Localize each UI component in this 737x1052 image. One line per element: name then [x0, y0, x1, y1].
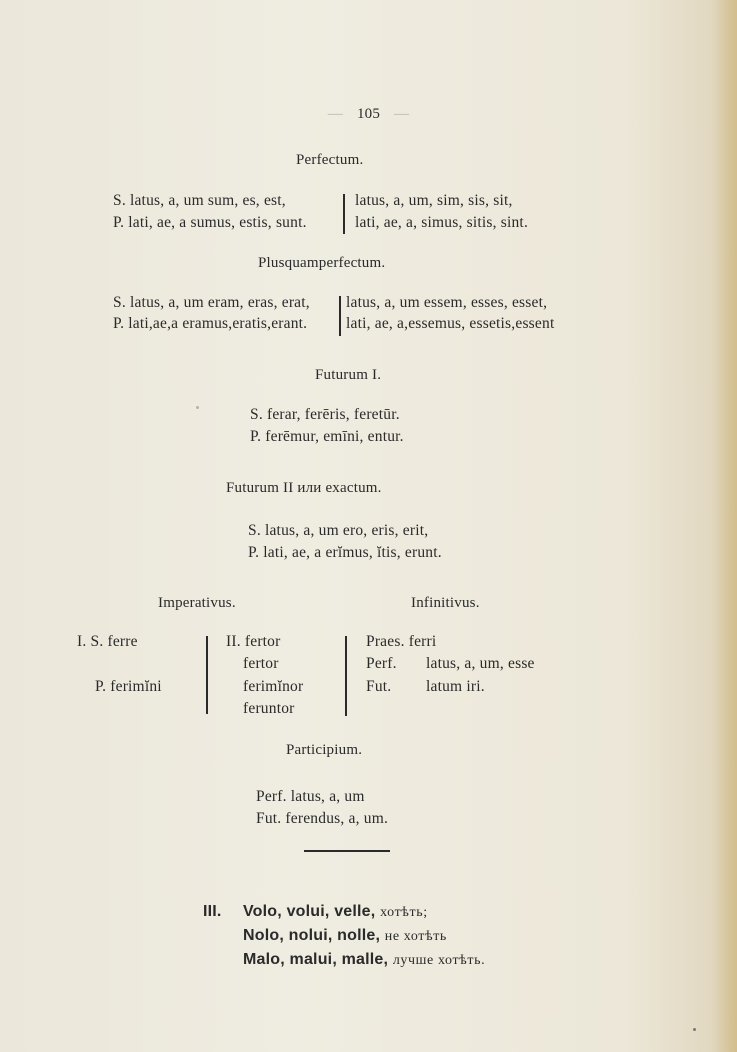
page-edge-shadow — [715, 0, 737, 1052]
paper-speck — [196, 406, 199, 409]
imperativus-col2-line4: feruntor — [243, 700, 295, 717]
imperativus-col2-line2: fertor — [243, 655, 279, 672]
imperativus-heading: Imperativus. — [158, 595, 236, 611]
futurum2-line2: P. lati, ae, a erĭmus, ĭtis, erunt. — [248, 544, 442, 561]
imperativus-col2-line1: II. fertor — [226, 633, 281, 650]
nolo-translation: не хотѣть — [384, 929, 447, 944]
plusquam-row1-left: S. latus, a, um eram, eras, erat, — [113, 294, 310, 311]
participium-line2: Fut. ferendus, a, um. — [256, 810, 389, 827]
plusquam-divider — [339, 296, 341, 336]
infinitivus-line1: Praes. ferri — [366, 633, 437, 650]
section3-line1-latin — [243, 903, 428, 921]
infinitivus-line2-value: latus, a, um, esse — [426, 655, 535, 672]
participium-heading: Participium. — [286, 742, 363, 758]
section3-line3-latin — [243, 951, 485, 969]
perfectum-row1-left: S. latus, a, um sum, es, est, — [113, 192, 286, 209]
volo-translation: хотѣть; — [380, 905, 428, 920]
malo-translation: лучше хотѣть. — [392, 953, 486, 968]
imperativus-divider — [206, 636, 208, 714]
imperativus-col1-line1: I. S. ferre — [77, 633, 138, 650]
participium-line1: Perf. latus, a, um — [256, 788, 365, 805]
imperativus-col2-line3: ferimĭnor — [243, 678, 304, 695]
perfectum-divider — [343, 194, 345, 234]
page-number-value: 105 — [356, 106, 381, 122]
infinitivus-line3-label: Fut. — [366, 678, 392, 695]
imperativus-col1-line2: P. ferimĭni — [95, 678, 162, 695]
malo-forms: Malo, malui, malle, — [243, 951, 389, 968]
futurum1-line1: S. ferar, ferēris, feretūr. — [250, 406, 400, 423]
futurum1-line2: P. ferēmur, emīni, entur. — [250, 428, 404, 445]
infinitivus-line2-label: Perf. — [366, 655, 397, 672]
perfectum-row1-right: latus, a, um, sim, sis, sit, — [355, 192, 513, 209]
perfectum-heading: Perfectum. — [296, 152, 364, 168]
futurum2-line1: S. latus, a, um ero, eris, erit, — [248, 522, 429, 539]
infinitivus-divider — [345, 636, 347, 716]
volo-forms: Volo, volui, velle, — [243, 903, 376, 920]
section-divider-rule — [304, 850, 390, 852]
plusquam-row2-left: P. lati,ae,a eramus,eratis,erant. — [113, 315, 308, 332]
nolo-forms: Nolo, nolui, nolle, — [243, 927, 381, 944]
plusquam-row1-right: latus, a, um essem, esses, esset, — [346, 294, 548, 311]
infinitivus-line3-value: latum iri. — [426, 678, 485, 695]
infinitivus-heading: Infinitivus. — [411, 595, 480, 611]
perfectum-row2-right: lati, ae, a, simus, sitis, sint. — [355, 214, 529, 231]
section3-numeral: III. — [203, 903, 222, 920]
paper-speck — [693, 1028, 696, 1031]
plusquam-row2-right: lati, ae, a,essemus, essetis,essent — [346, 315, 555, 332]
futurum1-heading: Futurum I. — [315, 367, 382, 383]
page-number: — 105 — — [327, 106, 410, 122]
futurum2-heading: Futurum II или exactum. — [226, 480, 382, 496]
perfectum-row2-left: P. lati, ae, a sumus, estis, sunt. — [113, 214, 307, 231]
section3-line2-latin — [243, 927, 447, 945]
plusquamperfectum-heading: Plusquamperfectum. — [258, 255, 386, 271]
